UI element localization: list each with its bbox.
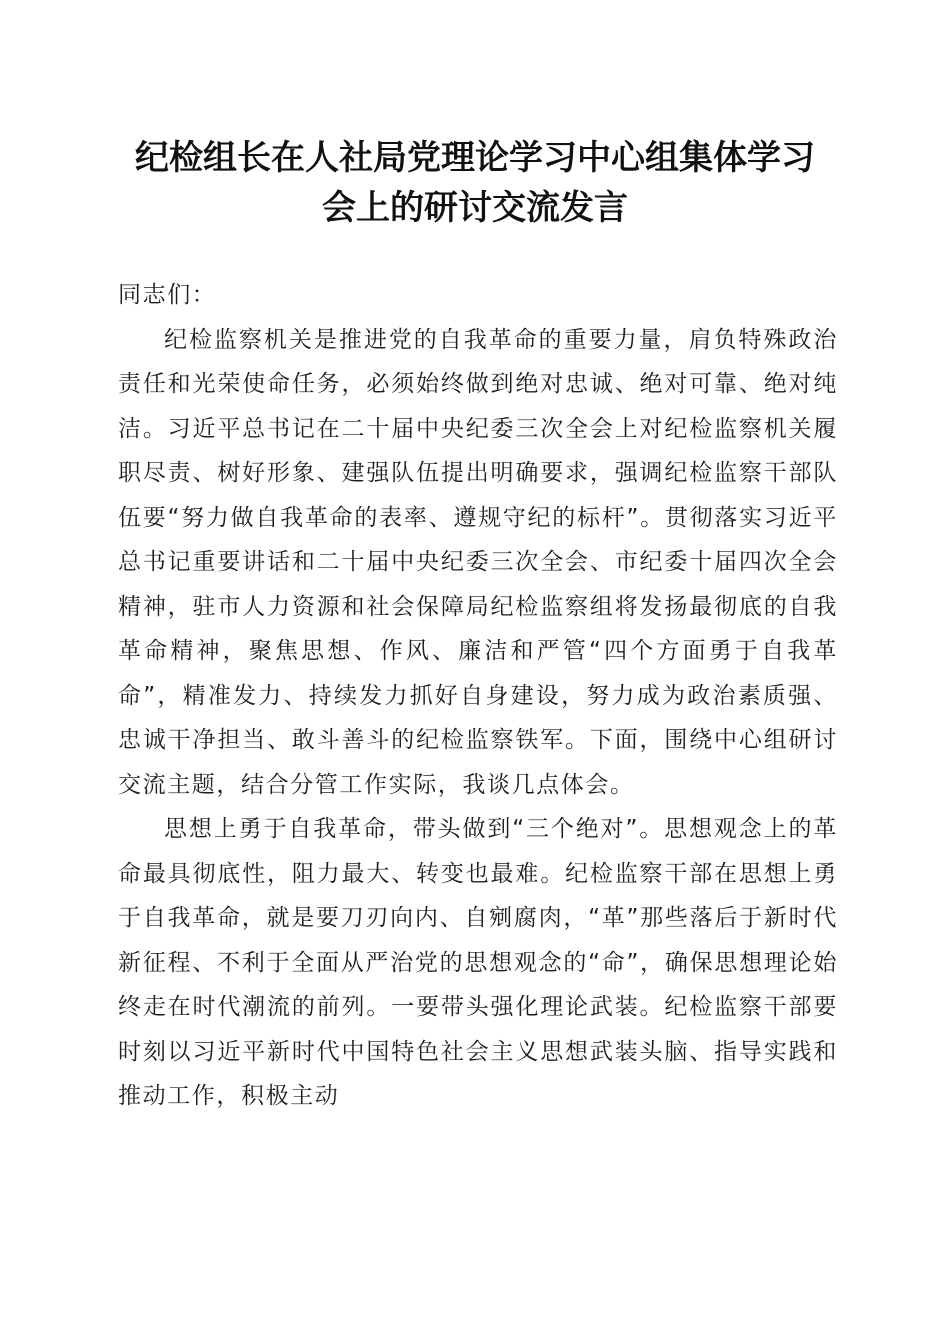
title-line-1: 纪检组长在人社局党理论学习中心组集体学习 bbox=[135, 138, 815, 178]
paragraph-2: 思想上勇于自我革命，带头做到“三个绝对”。思想观念上的革命最具彻底性，阻力最大、转变也最难。纪检监察干部在思想上勇于自我革命，就是要刀刃向内、自剜腐肉，“革”那些落后于新时代新征程、不利于全面从严治党的思想观念的“命”，确保思想理论始终走在时代潮流的前列。一要带头强化理论武装。纪检监察干部要时刻以习近平新时代中国特色社会主义思想武装头脑、指导实践和推动工作，积极主动 bbox=[118, 816, 838, 1109]
title-line-2: 会上的研讨交流发言 bbox=[322, 188, 628, 228]
paragraph-1: 纪检监察机关是推进党的自我革命的重要力量，肩负特殊政治责任和光荣使命任务，必须始终做到绝对忠诚、绝对可靠、绝对纯洁。习近平总书记在二十届中央纪委三次全会上对纪检监察机关履职尽责、树好形象、建强队伍提出明确要求，强调纪检监察干部队伍要“努力做自我革命的表率、遵规守纪的标杆”。贯彻落实习近平总书记重要讲话和二十届中央纪委三次全会、市纪委十届四次全会精神，驻市人力资源和社会保障局纪检监察组将发扬最彻底的自我革命精神，聚焦思想、作风、廉洁和严管“四个方面勇于自我革命”，精准发力、持续发力抓好自身建设，努力成为政治素质强、忠诚干净担当、敢斗善斗的纪检监察铁军。下面，围绕中心组研讨交流主题，结合分管工作实际，我谈几点体会。 bbox=[118, 326, 838, 798]
document-body bbox=[118, 273, 838, 1119]
document-title bbox=[60, 133, 890, 233]
salutation: 同志们： bbox=[118, 282, 217, 308]
